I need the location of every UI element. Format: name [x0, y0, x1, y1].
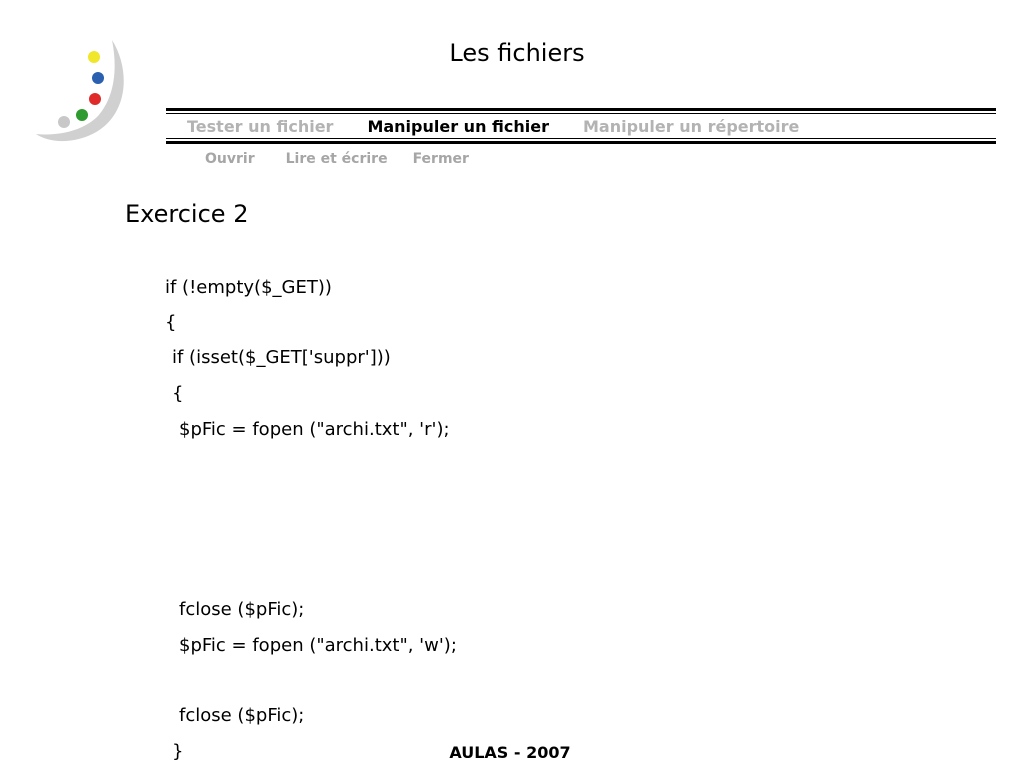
nav-top-rule-thick [166, 108, 996, 111]
nav-bottom-rule-thin [166, 138, 996, 139]
code-line: $pFic = fopen ("archi.txt", 'w'); [179, 635, 457, 656]
sub-nav [205, 151, 500, 167]
subnav-item-lire-ecrire[interactable]: Lire et écrire [285, 151, 388, 167]
code-line: if (isset($_GET['suppr'])) [172, 347, 391, 368]
section-title: Exercice 2 [125, 200, 249, 228]
footer: AULAS - 2007 [449, 743, 571, 762]
code-line: { [165, 312, 177, 333]
nav-item-manipuler-fichier[interactable]: Manipuler un fichier [367, 116, 549, 136]
nav-item-tester-fichier[interactable]: Tester un fichier [187, 116, 334, 136]
subnav-item-fermer[interactable]: Fermer [412, 151, 469, 167]
main-nav [187, 116, 833, 136]
slide-title: Les fichiers [449, 39, 585, 67]
code-line: fclose ($pFic); [179, 705, 305, 726]
logo-dot-red [89, 93, 101, 105]
logo-dot-grey [58, 116, 70, 128]
code-line: { [172, 383, 184, 404]
code-line: if (!empty($_GET)) [165, 277, 332, 298]
code-line: } [172, 741, 184, 762]
nav-bottom-rule-thick [166, 141, 996, 144]
subnav-item-ouvrir[interactable]: Ouvrir [205, 151, 255, 167]
nav-item-manipuler-repertoire[interactable]: Manipuler un répertoire [582, 116, 800, 136]
code-line: $pFic = fopen ("archi.txt", 'r'); [179, 419, 450, 440]
logo-dot-blue [92, 72, 104, 84]
code-line: fclose ($pFic); [179, 599, 305, 620]
nav-top-rule-thin [166, 113, 996, 114]
logo-dot-green [76, 109, 88, 121]
